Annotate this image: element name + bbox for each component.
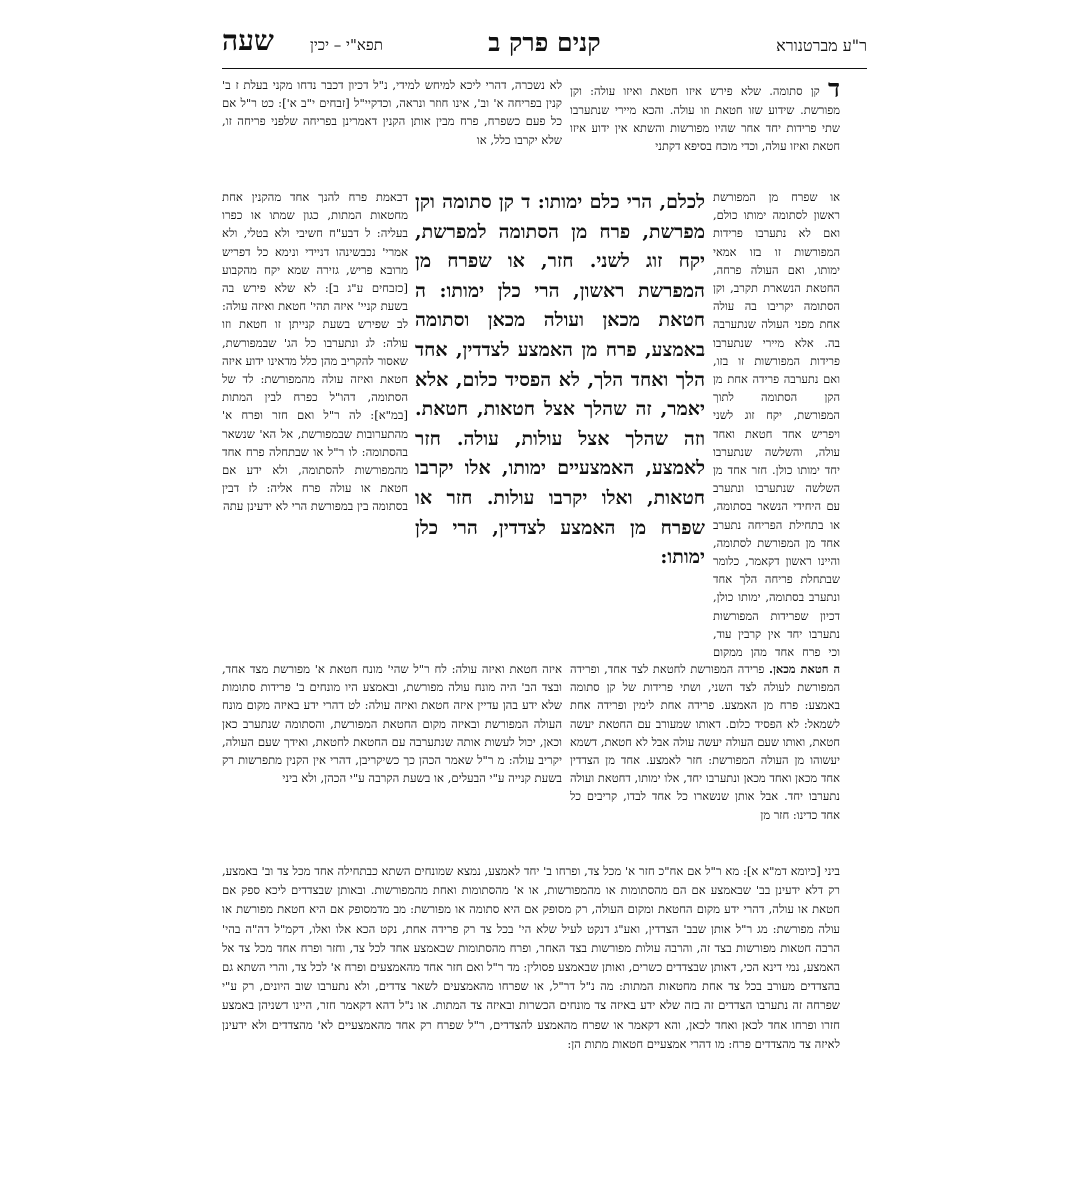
tiferet-left xyxy=(222,188,408,658)
bartenura-bottom xyxy=(570,660,840,860)
bartenura-right-text: או שפרח מן המפורשת ראשון לסתומה ימותו כולם, ואם לא נתערבו פרידות המפורשות זו בזו אמאי ימותו, ואם העולה פרחה, החטאת הנשארת תקרב, וקן הסתומה יקריבו בה עולה אחת מפני העולה שנתערבה בה. אלא מיירי שנתערבו פרידות המפורשות זו בזו, ואם נתערבה פרידה אחת מן הקן הסתומה לתוך המפורשת, יקח זוג לשני ויפריש אחד חטאת ואחד עולה, והשלשה שנתערבו יחד ימותו כולן. חזר אחד מן השלשה שנתערבו ונתערב עם היחידי הנשאר בסתומה, או בתחילת הפריחה נתערב אחד מן המפורשת לסתומה, והיינו ראשון דקאמר, כלומר שבתחלת פריחה הלך אחד ונתערב בסתומה, ימותו כולן, דכיון שפרידות המפורשות נתערבו יחד אין קרבין עוד, וכי פרח אחד מהן ממקום xyxy=(713,190,840,658)
bartenura-right xyxy=(713,188,840,658)
page-number: שעה xyxy=(222,24,274,57)
tiferet-left-text: דבאמת פרח להנך אחד מהקנין אחת מחטאות המתות, כגון שמתו או כפרו בעליה: ל דבע"ח חשיבי ולא בטלי, ולא אמרי' נכבשינהו דניידי ונימא כל דפריש מרובא פריש, גזירה שמא יקח מהקבוע [כזבחים ע"ג ב]: לא שלא פירש בה בשעת קניי' איזה תהי' חטאת ואיזה עולה: לב שפירש בשעת קנייתן זו חטאת וזו עולה: לג ונתערבו כל הג' שבמפורשת, שאסור להקריב מהן כלל מדאינו ידוע איזה חטאת ואיזה עולה מהמפורשת: לד של הסתומה, דהו"ל כפרח לבין המתות [במ"א]: לה ר"ל ואם חזר ופרח א' מהתערובות שבמפורשת, אל הא' שנשאר בהסתומה: לו ר"ל או שבתחלה פרח אחד מהמפורשות להסתומה, ולא ידע אם חטאת או עולה פרח אליה: לז דבין בסתומה בין במפורשת הרי לא ידעינן עתה xyxy=(222,190,408,514)
running-header xyxy=(222,24,867,66)
tiferet-mid-text: איזה חטאת ואיזה עולה: לח ר"ל שהי' מונח חטאת א' מפורשת מצד אחד, ובצד הב' היה מונח עולה מפורשת, ובאמצע היו מונחים ב' פרידות סתומות שלא ידע בהן עדיין איזה חטאת ואיזה עולה: לט דהרי ידע באיזה מקום מונח העולה המפורשת ובאיזה מקום החטאת המפורשת, והסתומה שנתערב כאן וכאן, יכול לעשות אותה שנתערבה עם החטאת לחטאת, ואידך שעם העולה, יקריב עולה: מ ר"ל שאמר הכהן כך כשיקריבן, דהרי אין הקנין מתפרשות רק בשעת קנייה ע"י הבעלים, או בשעת הקרבה ע"י הכהן, ולא ביני xyxy=(222,662,562,786)
bartenura-bottom-lead: ה חטאת מכאן. xyxy=(769,662,840,676)
bartenura-top xyxy=(570,76,840,184)
header-date-range: תפא"י – יכין xyxy=(310,36,383,54)
tiferet-bottom-text: ביני [כיומא דמ"א א]: מא ר"ל אם אח"כ חזר א' מכל צד, ופרחו ב' יחד לאמצע, נמצא שמונחים השתא כבתחילה אחד מכל צד וב' באמצע, רק דלא ידעינן בב' שבאמצע אם הם מהסתומות או מהמפורשות, או א' מהסתומות ואחת מהמפורשות. ובאותן שבצדדים ליכא ספק אם חטאת או עולה, דהרי ידע מקום החטאת ומקום העולה, רק מסופק אם היא סתומה או מפורשת: מב מדמסופק אם היא חטאת מפורשת או עולה מפורשת: מג ר"ל אותן שבב' הצדדין, ואע"ג דנקט לעיל שלא הי' בכל צד רק פרידה אחת, נקט הכא אלו ואלו, דקמ"ל דה"ה בהי' הרבה חטאות מפורשות בצד זה, והרבה עולות מפורשות בצד האחר, ופרח מהסתומות שבאמצע אחד לכל צד, וחזר ופרח אחד מכל צד אל האמצע, נמי דינא הכי, דאותן שבצדדים כשרים, ואותן שבאמצע פסולין: מד ר"ל ואם חזר אחד מהאמצעים ופרח א' לכל צד, והרי השתא גם בהצדדים מעורב בכל צד אחת מחטאות המתות: מה נ"ל דר"ל, או שפרחו מהאמצעים לשאר צדדים, ולא נתערבו שוב היונים, רק ע"י שפרחה זה נתערבו הצדדים זה בזה שלא ידע באיזה צד מונחים הכשרות ובאיזה צד המתות. או נ"ל דהא דקאמר חזר, היינו דשניהן באמצע חזרו ופרחו אחד לכאן ואחד לכאן, והא דקאמר או שפרח מהאמצע להצדדים, ר"ל שפרח רק אחד מהאמצעיים לא' מהצדדים ולא ידעינן לאיזה צד מהצדדים פרח: מו דהרי אמצעיים חטאות מתות הן: xyxy=(222,864,840,1051)
tiferet-bottom xyxy=(222,862,840,1140)
mishnah-text: לכלם, הרי כלם ימותו: ד קן סתומה וקן מפרשת, פרח מן הסתומה למפרשת, יקח זוג לשני. חזר, או שפרח מן המפרשת ראשון, הרי כלן ימותו: ה חטאת מכאן ועולה מכאן וסתומה באמצע, פרח מן האמצע לצדדין, אחד הלך ואחד הלך, לא הפסיד כלום, אלא יאמר, זה שהלך אצל חטאות, חטאת. וזה שהלך אצל עולות, עולה. חזר לאמצע, האמצעיים ימותו, אלו יקרבו חטאות, ואלו יקרבו עולות. חזר או שפרח מן האמצע לצדדין, הרי כלן ימותו: xyxy=(415,191,705,569)
tiferet-top xyxy=(222,76,562,184)
tiferet-top-text: לא נשכרה, דהרי ליכא למיחש למידי, נ"ל דכיון דכבר נדחו מקני בעלת ז ב' קנין בפריחה א' וב', אינו חוזר ונראה, וכדקיי"ל [זבחים י"ב א']: כט ר"ל אם כל פעם כשפרח, פרח מבין אותן הקנין דאמרינן בפריחה שלפני פריחה זו, שלא יקרבו כלל, או xyxy=(222,78,562,147)
commentary-label: ר"ע מברטנורא xyxy=(776,36,867,55)
mishnah-text-block xyxy=(415,188,705,638)
tiferet-mid xyxy=(222,660,562,860)
page-title: קנים פרק ב xyxy=(488,28,601,57)
lead-letter: ד xyxy=(827,76,840,103)
header-rule xyxy=(222,68,867,69)
bartenura-bottom-text: פרידה המפורשת לחטאת לצד אחד, ופרידה המפורשת לעולה לצד השני, ושתי פרידות של קן סתומה באמצע: פרח מן האמצע. פרידה אחת לימין ופרידה אחת לשמאל: לא הפסיד כלום. דאותו שמעורב עם החטאת יעשה חטאת, ואותו שעם העולה יעשה עולה אבל לא חטאת, דשמא יעשוהו מן העולה המפורשת: חזר לאמצע. אחד מן הצדדין אחד מכאן ואחד מכאן ונתערבו יחד, אלו ימותו, דחטאת ועולה נתערבו יחד. אבל אותן שנשארו כל אחד לבדו, קריבים כל אחד כדינו: חזר מן xyxy=(570,662,840,822)
bartenura-top-text: קן סתומה. שלא פירש איזו חטאת ואיזו עולה: וקן מפורשת. שידוע שזו חטאת וזו עולה. והכא מיירי שנתערבו שתי פרידות יחד אחר שהיו מפורשות והשתא אין ידוע איזו חטאת ואיזו עולה, וכדי מוכח בסיפא דקתני xyxy=(570,84,840,154)
